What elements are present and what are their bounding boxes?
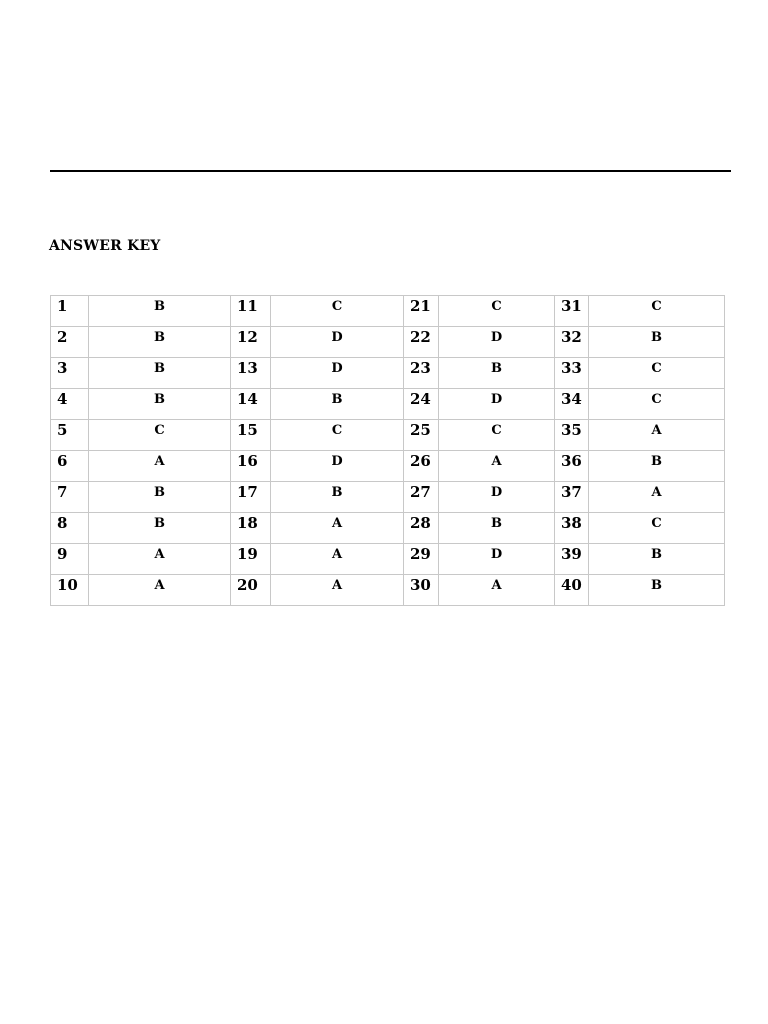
question-number: 12 [231,327,271,358]
answer-letter: B [89,327,231,358]
answer-letter: C [89,420,231,451]
table-row [51,544,725,575]
answer-letter: A [589,420,725,451]
answer-letter: B [89,358,231,389]
answer-letter: A [271,544,404,575]
answer-letter: C [271,420,404,451]
question-number: 27 [404,482,439,513]
answer-letter: C [589,389,725,420]
question-number: 25 [404,420,439,451]
answer-key-table [50,295,725,606]
question-number: 35 [555,420,589,451]
question-number: 13 [231,358,271,389]
table-row [51,513,725,544]
question-number: 22 [404,327,439,358]
answer-letter: C [589,358,725,389]
page-title: ANSWER KEY [49,238,161,254]
question-number: 33 [555,358,589,389]
answer-letter: D [439,327,555,358]
answer-letter: A [271,575,404,606]
answer-letter: B [89,389,231,420]
question-number: 17 [231,482,271,513]
question-number: 28 [404,513,439,544]
question-number: 21 [404,296,439,327]
table-row [51,389,725,420]
question-number: 39 [555,544,589,575]
answer-key-body [51,296,725,606]
answer-letter: B [89,513,231,544]
table-row [51,482,725,513]
answer-letter: B [271,389,404,420]
question-number: 37 [555,482,589,513]
answer-letter: D [271,327,404,358]
answer-letter: A [271,513,404,544]
question-number: 1 [51,296,89,327]
question-number: 18 [231,513,271,544]
question-number: 38 [555,513,589,544]
answer-letter: A [439,575,555,606]
answer-letter: D [271,451,404,482]
answer-letter: B [89,482,231,513]
answer-letter: B [271,482,404,513]
answer-letter: B [589,327,725,358]
table-row [51,575,725,606]
question-number: 30 [404,575,439,606]
question-number: 36 [555,451,589,482]
answer-letter: A [89,544,231,575]
question-number: 31 [555,296,589,327]
answer-letter: C [589,296,725,327]
horizontal-rule [50,170,731,172]
answer-letter: D [439,482,555,513]
table-row [51,296,725,327]
table-row [51,420,725,451]
answer-letter: C [439,296,555,327]
question-number: 14 [231,389,271,420]
question-number: 3 [51,358,89,389]
question-number: 10 [51,575,89,606]
question-number: 9 [51,544,89,575]
answer-letter: B [589,575,725,606]
question-number: 2 [51,327,89,358]
question-number: 24 [404,389,439,420]
answer-letter: B [589,451,725,482]
question-number: 15 [231,420,271,451]
question-number: 23 [404,358,439,389]
table-row [51,327,725,358]
question-number: 19 [231,544,271,575]
answer-letter: B [439,358,555,389]
question-number: 6 [51,451,89,482]
question-number: 26 [404,451,439,482]
answer-letter: C [439,420,555,451]
answer-letter: B [439,513,555,544]
answer-letter: C [271,296,404,327]
question-number: 4 [51,389,89,420]
question-number: 8 [51,513,89,544]
answer-letter: B [589,544,725,575]
answer-letter: B [89,296,231,327]
answer-letter: A [89,575,231,606]
question-number: 16 [231,451,271,482]
answer-letter: A [589,482,725,513]
question-number: 29 [404,544,439,575]
answer-letter: D [439,544,555,575]
table-row [51,451,725,482]
question-number: 40 [555,575,589,606]
question-number: 32 [555,327,589,358]
answer-letter: A [89,451,231,482]
question-number: 5 [51,420,89,451]
question-number: 20 [231,575,271,606]
answer-letter: D [271,358,404,389]
answer-letter: A [439,451,555,482]
answer-letter: C [589,513,725,544]
table-row [51,358,725,389]
question-number: 34 [555,389,589,420]
question-number: 11 [231,296,271,327]
question-number: 7 [51,482,89,513]
answer-letter: D [439,389,555,420]
